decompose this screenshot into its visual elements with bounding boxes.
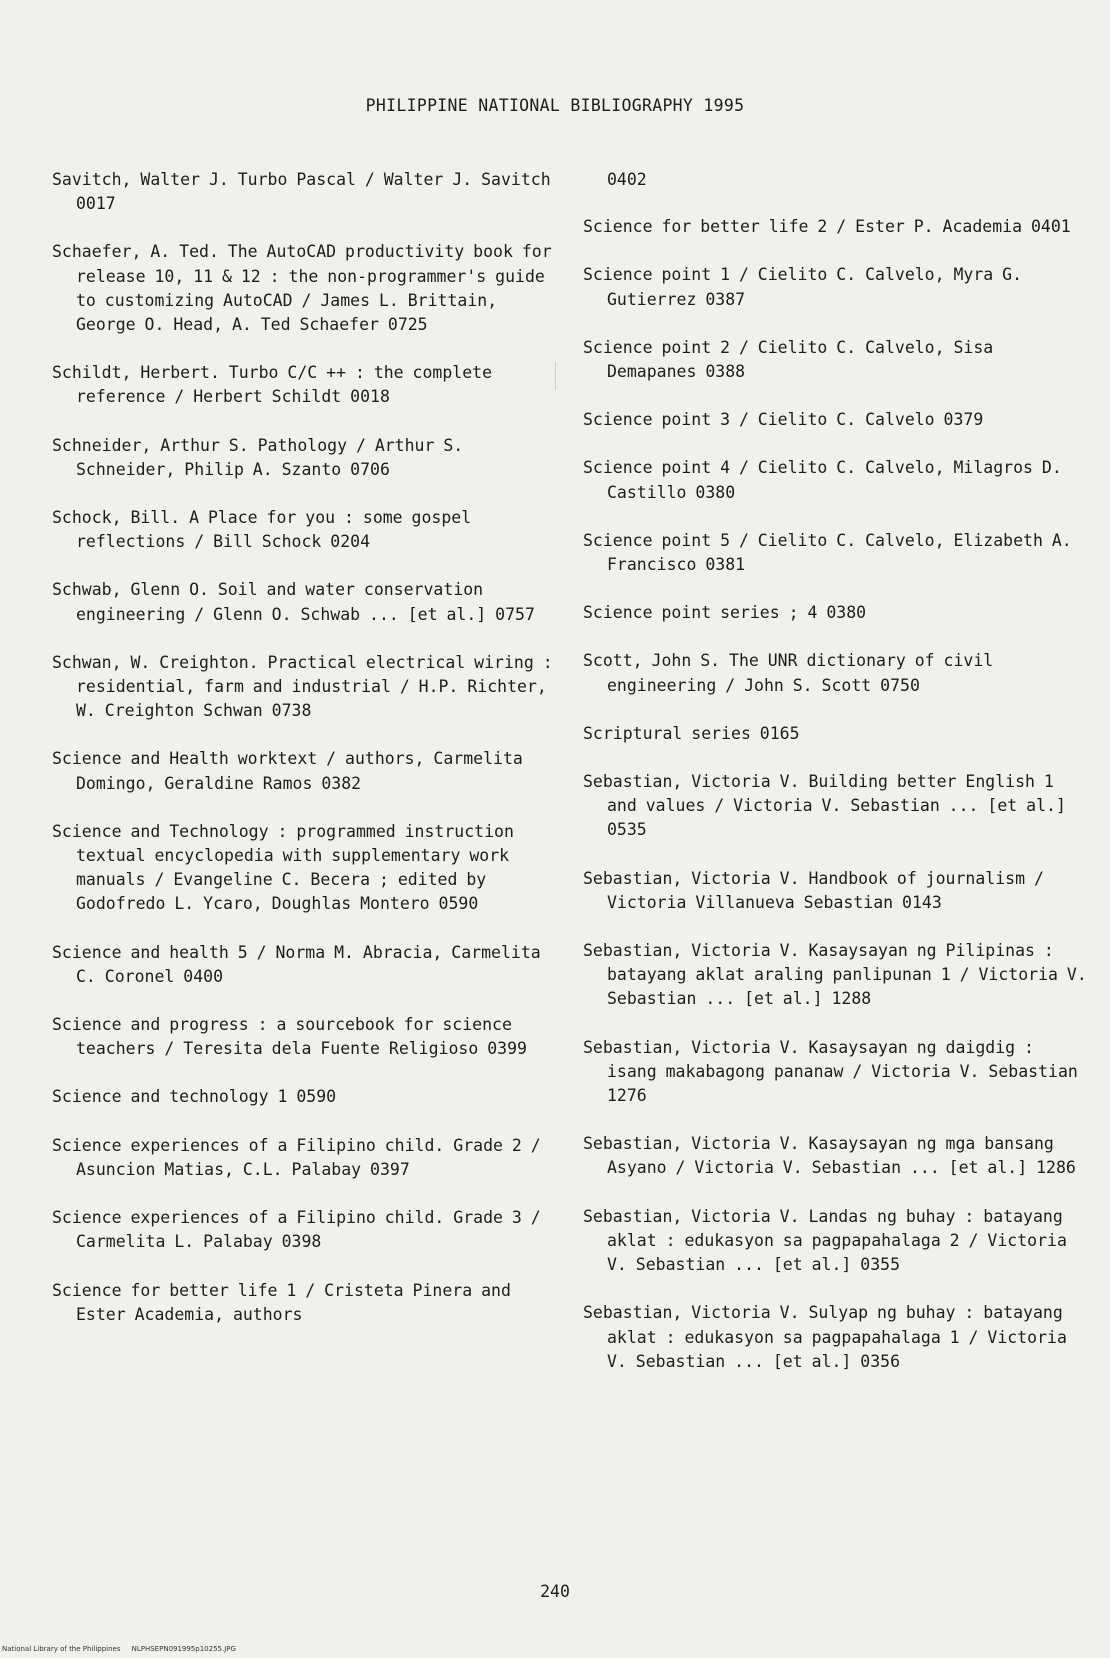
bibliography-entry: Scriptural series 0165 <box>583 723 800 743</box>
bibliography-entry: Sebastian, Victoria V. Kasaysayan ng Pilipinas : batayang aklat araling panlipunan 1 / Victoria V. Sebastian ... [et al.] 1288 <box>583 941 1087 1009</box>
page-title: PHILIPPINE NATIONAL BIBLIOGRAPHY 1995 <box>365 96 745 115</box>
entry-continuation: 0402 <box>607 170 647 189</box>
scan-source-caption: National Library of the Philippines NLPHSEPN091995p10255.JPG <box>2 1645 236 1653</box>
bibliography-entry: Schildt, Herbert. Turbo C/C ++ : the complete reference / Herbert Schildt 0018 <box>52 363 493 407</box>
bibliography-entry: Sebastian, Victoria V. Building better English 1 and values / Victoria V. Sebastian ... [et al.] 0535 <box>583 772 1066 840</box>
page-number: 240 <box>540 1582 570 1601</box>
bibliography-entry: Science for better life 1 / Cristeta Pinera and Ester Academia, authors <box>52 1280 511 1324</box>
bibliography-entry: Sebastian, Victoria V. Landas ng buhay : batayang aklat : edukasyon sa pagpapahalaga 2 / Victoria V. Sebastian ... [et al.] 0355 <box>583 1206 1067 1275</box>
bibliography-entry: Schaefer, A. Ted. The AutoCAD productivity book for release 10, 11 & 12 : the non-programmer's guide to customizing AutoCAD / James L. Brittain, George O. Head, A. Ted Schaefer 0725 <box>52 242 552 335</box>
bibliography-entry: Science and technology 1 0590 <box>52 1087 337 1107</box>
bibliography-entry: Science point 3 / Cielito C. Calvelo 0379 <box>583 410 984 430</box>
bibliography-entry: Schwan, W. Creighton. Practical electrical wiring : residential, farm and industrial / H.P. Richter, W. Creighton Schwan 0738 <box>52 652 553 721</box>
bibliography-entry: Science and Technology : programmed instruction textual encyclopedia with supplementary work manuals / Evangeline C. Becera ; edited by Godofredo L. Ycaro, Doughlas Montero 0590 <box>52 821 514 914</box>
bibliography-entry: Science point series ; 4 0380 <box>583 603 867 623</box>
bibliography-entry: Science experiences of a Filipino child. Grade 2 / Asuncion Matias, C.L. Palabay 0397 <box>52 1135 541 1179</box>
bibliography-entry: Science for better life 2 / Ester P. Academia 0401 <box>583 217 1071 237</box>
bibliography-entry: Sebastian, Victoria V. Kasaysayan ng mga bansang Asyano / Victoria V. Sebastian ... [et al.] 1286 <box>583 1134 1076 1178</box>
bibliography-entry: Science point 2 / Cielito C. Calvelo, Sisa Demapanes 0388 <box>583 337 994 382</box>
bibliography-entry: Savitch, Walter J. Turbo Pascal / Walter J. Savitch 0017 <box>52 170 551 214</box>
bibliography-entry: Schneider, Arthur S. Pathology / Arthur S. Schneider, Philip A. Szanto 0706 <box>52 435 464 479</box>
left-column <box>52 168 557 1351</box>
bibliography-entry: Science point 4 / Cielito C. Calvelo, Milagros D. Castillo 0380 <box>583 458 1062 502</box>
bibliography-entry: Science and health 5 / Norma M. Abracia, Carmelita C. Coronel 0400 <box>52 942 541 986</box>
bibliography-entry: Sebastian, Victoria V. Kasaysayan ng daigdig : isang makabagong pananaw / Victoria V. Sebastian 1276 <box>583 1037 1078 1106</box>
bibliography-entry: Schwab, Glenn O. Soil and water conservation engineering / Glenn O. Schwab ... [et al.] 0757 <box>52 580 535 624</box>
bibliography-entry: Science point 5 / Cielito C. Calvelo, Elizabeth A. Francisco 0381 <box>583 530 1072 575</box>
bibliography-entry: Scott, John S. The UNR dictionary of civil engineering / John S. Scott 0750 <box>583 651 994 695</box>
bibliography-entry: Schock, Bill. A Place for you : some gospel reflections / Bill Schock 0204 <box>52 508 472 552</box>
bibliography-entry: Science point 1 / Cielito C. Calvelo, Myra G. Gutierrez 0387 <box>583 265 1023 309</box>
bibliography-entry: Science experiences of a Filipino child. Grade 3 / Carmelita L. Palabay 0398 <box>52 1208 541 1252</box>
bibliography-entry: Sebastian, Victoria V. Handbook of journalism / Victoria Villanueva Sebastian 0143 <box>583 868 1044 912</box>
bibliography-entry: Science and Health worktext / authors, Carmelita Domingo, Geraldine Ramos 0382 <box>52 749 523 793</box>
bibliography-entry: Science and progress : a sourcebook for science teachers / Teresita dela Fuente Religioso 0399 <box>52 1015 527 1059</box>
bibliography-entry: Sebastian, Victoria V. Sulyap ng buhay : batayang aklat : edukasyon sa pagpapahalaga 1 / Victoria V. Sebastian ... [et al.] 0356 <box>583 1303 1067 1371</box>
right-column <box>583 168 1088 1398</box>
